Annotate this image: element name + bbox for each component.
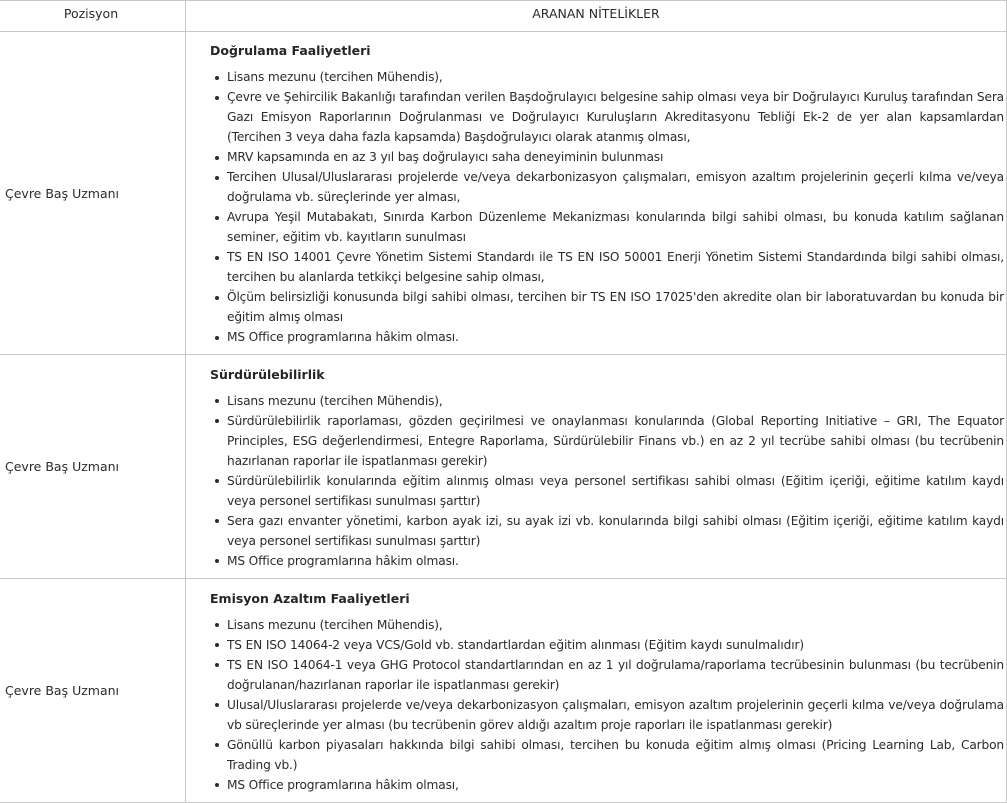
list-item: Sürdürülebilirlik konularında eğitim alınmış olması veya personel sertifikası sahibi olması (Eğitim içeriği, eğitime katılım kaydı veya personel sertifikası sunulması şarttır) — [227, 471, 1006, 511]
list-item: MRV kapsamında en az 3 yıl baş doğrulayıcı saha deneyiminin bulunması — [227, 147, 1006, 167]
requirements-cell — [186, 579, 1007, 803]
section-title: Emisyon Azaltım Faaliyetleri — [210, 590, 410, 606]
list-item: Ulusal/Uluslararası projelerde ve/veya dekarbonizasyon çalışmaları, emisyon azaltım projelerinin geçerli kılma ve/veya doğrulama vb süreçlerinde yer alması (bu tecrübenin görev aldığı azaltım proje raporları ile ispatlanması gerekir) — [227, 695, 1006, 735]
list-item: TS EN ISO 14001 Çevre Yönetim Sistemi Standardı ile TS EN ISO 50001 Enerji Yönetim Sistemi Standardında bilgi sahibi olması, tercihen bu alanlarda tetkikçi belgesine sahip olması, — [227, 247, 1006, 287]
position-cell: Çevre Baş Uzmanı — [0, 32, 186, 355]
requirements-cell — [186, 355, 1007, 579]
list-item: Sera gazı envanter yönetimi, karbon ayak izi, su ayak izi vb. konularında bilgi sahibi olması (Eğitim içeriği, eğitime katılım kaydı veya personel sertifikası sunulması şarttır) — [227, 511, 1006, 551]
section-title: Sürdürülebilirlik — [210, 366, 325, 382]
list-item: Lisans mezunu (tercihen Mühendis), — [227, 391, 1006, 411]
list-item: Gönüllü karbon piyasaları hakkında bilgi sahibi olması, tercihen bu konuda eğitim almış olması (Pricing Learning Lab, Carbon Trading vb.) — [227, 735, 1006, 775]
position-cell: Çevre Baş Uzmanı — [0, 579, 186, 803]
list-item: MS Office programlarına hâkim olması, — [227, 775, 1006, 795]
list-item: Çevre ve Şehircilik Bakanlığı tarafından verilen Başdoğrulayıcı belgesine sahip olması veya bir Doğrulayıcı Kuruluş tarafından Sera Gazı Emisyon Raporlarının Doğrulanması ve Doğrulayıcı Kuruluşların Akreditasyonu Tebliği Ek-2 de yer alan kapsamlardan (Tercihen 3 veya daha fazla kapsamda) Başdoğrulayıcı olarak atanmış olması, — [227, 87, 1006, 147]
list-item: Sürdürülebilirlik raporlaması, gözden geçirilmesi ve onaylanması konularında (Global Reporting Initiative – GRI, The Equator Principles, ESG değerlendirmesi, Entegre Raporlama, Sürdürülebilir Finans vb.) en az 2 yıl tecrübe sahibi olması (bu tecrübenin hazırlanan raporlar ile ispatlanması gerekir) — [227, 411, 1006, 471]
requirements-cell — [186, 32, 1007, 355]
header-requirements: ARANAN NİTELİKLER — [186, 1, 1007, 32]
table-row — [0, 579, 1007, 803]
table-row — [0, 355, 1007, 579]
list-item: TS EN ISO 14064-2 veya VCS/Gold vb. standartlardan eğitim alınması (Eğitim kaydı sunulmalıdır) — [227, 635, 1006, 655]
table-header-row — [0, 1, 1007, 32]
list-item: Tercihen Ulusal/Uluslararası projelerde ve/veya dekarbonizasyon çalışmaları, emisyon azaltım projelerinin geçerli kılma ve/veya doğrulama vb. süreçlerinde yer alması, — [227, 167, 1006, 207]
list-item: Avrupa Yeşil Mutabakatı, Sınırda Karbon Düzenleme Mekanizması konularında bilgi sahibi olması, bu konuda katılım sağlanan seminer, eğitim vb. kayıtların sunulması — [227, 207, 1006, 247]
list-item: Lisans mezunu (tercihen Mühendis), — [227, 67, 1006, 87]
list-item: Ölçüm belirsizliği konusunda bilgi sahibi olması, tercihen bir TS EN ISO 17025'den akredite olan bir laboratuvardan bu konuda bir eğitim almış olması — [227, 287, 1006, 327]
list-item: MS Office programlarına hâkim olması. — [227, 327, 1006, 347]
requirements-list — [210, 391, 1006, 571]
list-item: TS EN ISO 14064-1 veya GHG Protocol standartlarından en az 1 yıl doğrulama/raporlama tecrübesinin bulunması (bu tecrübenin doğrulanan/hazırlanan raporlar ile ispatlanması gerekir) — [227, 655, 1006, 695]
list-item: Lisans mezunu (tercihen Mühendis), — [227, 615, 1006, 635]
requirements-list — [210, 67, 1006, 347]
table-row — [0, 32, 1007, 355]
list-item: MS Office programlarına hâkim olması. — [227, 551, 1006, 571]
position-cell: Çevre Baş Uzmanı — [0, 355, 186, 579]
section-title: Doğrulama Faaliyetleri — [210, 43, 371, 58]
header-position: Pozisyon — [0, 1, 186, 32]
requirements-list — [210, 615, 1006, 795]
